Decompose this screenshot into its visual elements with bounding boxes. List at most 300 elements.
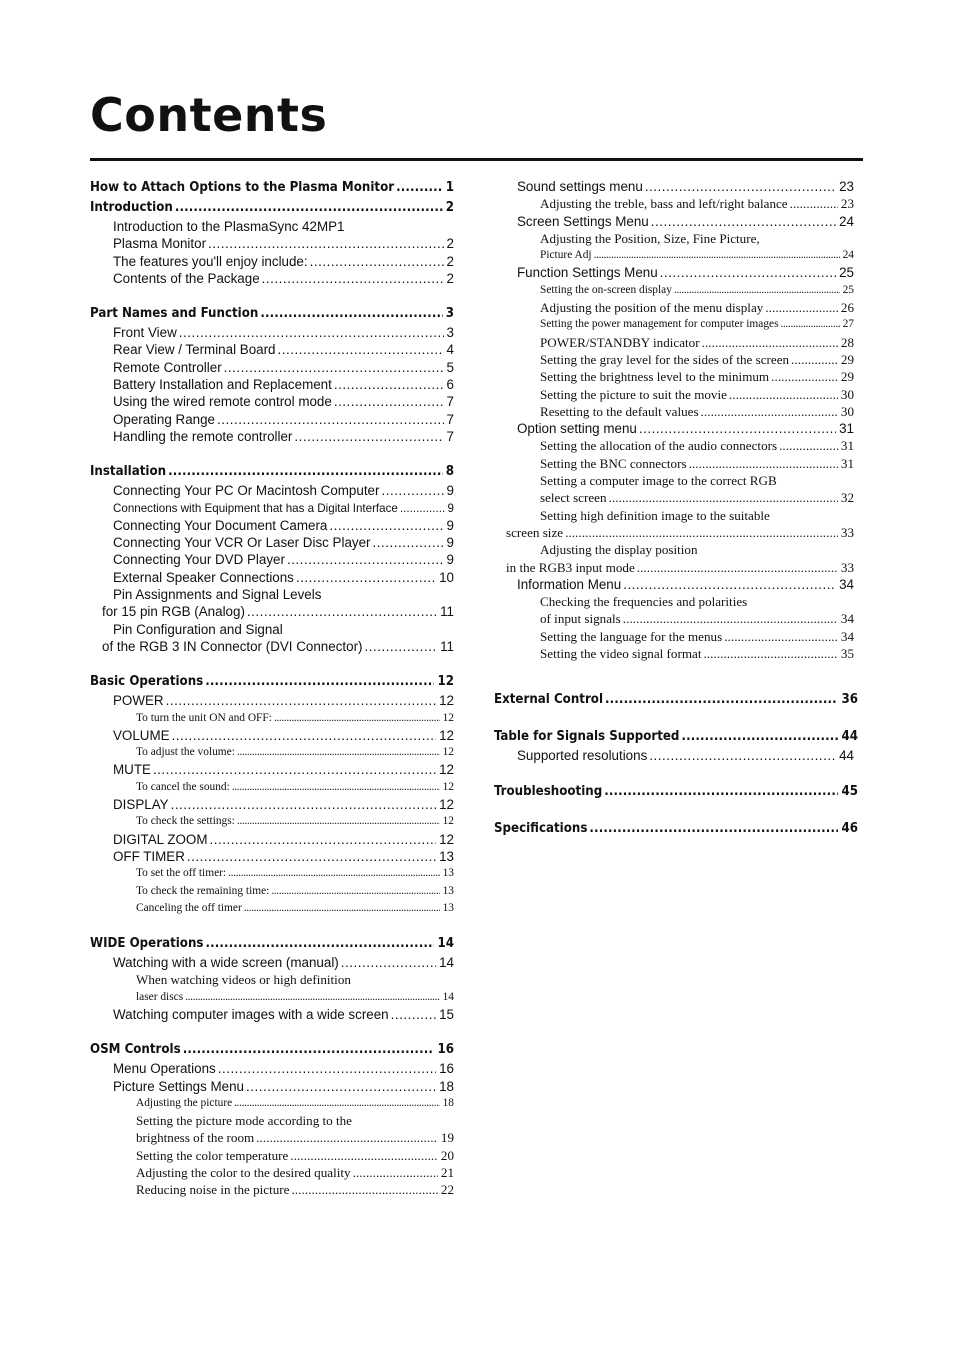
toc-entry[interactable] [90,761,454,778]
toc-entry[interactable] [90,796,454,813]
toc-entry-title: Setting the on-screen display [540,283,672,296]
page-title: Contents [90,88,328,142]
toc-leader-dots [563,524,838,541]
toc-entry[interactable] [494,386,858,403]
toc-entry-title: Menu Operations [113,1061,216,1077]
toc-page-number: 10 [439,569,454,585]
toc-leader-dots [185,848,436,865]
toc-entry-title: for 15 pin RGB (Analog) [102,604,245,620]
toc-page-number: 1 [445,180,454,195]
toc-leader-dots [789,351,838,368]
toc-leader-dots [151,761,436,778]
toc-leader-dots [292,428,443,445]
toc-leader-dots [327,517,443,534]
toc-entry-title: WIDE Operations [90,936,204,952]
toc-page-number: 5 [446,359,454,375]
toc-entry[interactable] [494,316,858,333]
toc-entry[interactable] [494,628,858,645]
toc-entry[interactable] [90,1181,454,1198]
toc-entry-title: Connecting Your PC Or Macintosh Computer [113,483,380,499]
toc-leader-dots [679,727,838,747]
toc-entry-title: Setting the language for the menus [540,628,723,644]
toc-entry[interactable] [494,593,858,610]
toc-entry-title: Remote Controller [113,359,222,375]
toc-entry[interactable] [494,489,858,506]
toc-leader-dots [276,341,444,358]
toc-entry-title: Setting the power management for computer images [540,318,779,331]
toc-entry[interactable] [494,541,858,558]
toc-entry-title: Information Menu [517,576,622,592]
toc-entry-title: Adjusting the position of the menu display [540,300,764,316]
toc-entry-title: Basic Operations [90,674,204,690]
toc-entry-title: MUTE [113,762,151,778]
toc-section-heading[interactable] [90,462,454,482]
toc-entry-title: Handling the remote controller [113,428,293,444]
toc-page-number: 13 [442,901,454,914]
toc-leader-dots [177,324,444,341]
toc-entry-title: laser discs [136,990,184,1003]
toc-page-number: 4 [446,342,454,358]
toc-page-number: 34 [840,628,854,644]
toc-section-heading[interactable] [494,690,858,710]
toc-entry-title: screen size [506,524,564,540]
toc-section-heading[interactable] [494,727,858,747]
toc-entry[interactable] [494,299,858,316]
toc-section-heading[interactable] [90,198,454,218]
toc-entry-title: Picture Settings Menu [113,1078,244,1094]
toc-page-number: 23 [839,179,854,194]
toc-entry[interactable] [90,586,454,603]
toc-entry-title: Setting the brightness level to the minimum [540,369,770,385]
toc-entry[interactable] [494,747,858,764]
toc-page-number: 25 [839,265,854,281]
toc-entry-title: Adjusting the Position, Size, Fine Picture, [540,230,760,246]
toc-page-number: 15 [439,1006,454,1022]
toc-entry-title: Pin Configuration and Signal [113,621,283,637]
toc-leader-dots [592,247,840,264]
toc-entry[interactable] [90,376,454,393]
toc-leader-dots [763,299,838,316]
toc-entry[interactable] [90,551,454,568]
toc-entry-title: Supported resolutions [517,748,648,764]
toc-leader-dots [245,603,437,620]
title-rule [90,158,863,161]
toc-leader-dots [206,235,444,252]
toc-leader-dots [777,437,838,454]
toc-entry[interactable] [90,235,454,252]
toc-entry-title: DISPLAY [113,797,169,813]
toc-leader-dots [788,195,838,212]
toc-leader-dots [722,628,838,645]
toc-entry-title: How to Attach Options to the Plasma Monitor [90,180,395,195]
toc-entry-title: Contents of the Package [113,270,260,286]
toc-entry-title: To set the off timer: [136,867,227,880]
toc-entry-title: DIGITAL ZOOM [113,831,208,847]
toc-page-number: 34 [839,576,854,592]
toc-page-number: 12 [439,797,454,813]
toc-leader-dots [727,386,838,403]
toc-entry-title: Setting the picture to suit the movie [540,386,727,402]
toc-page-number: 21 [440,1165,454,1181]
toc-entry-title: OFF TIMER [113,848,185,864]
toc-page-number: 33 [840,559,854,575]
toc-entry[interactable] [90,534,454,551]
toc-entry[interactable] [494,178,858,195]
toc-entry-title: OSM Controls [90,1042,181,1058]
toc-entry[interactable] [90,1164,454,1181]
toc-entry-title: Screen Settings Menu [517,213,649,229]
toc-page-number: 23 [840,196,854,212]
toc-entry-title: Table for Signals Supported [494,729,680,745]
toc-section-heading[interactable] [90,934,454,954]
toc-page-number: 3 [445,306,454,322]
toc-entry[interactable] [90,779,454,796]
toc-page-number: 20 [440,1147,454,1163]
toc-page-number: 13 [439,848,454,864]
toc-entry[interactable] [90,1112,454,1129]
toc-leader-dots [371,534,444,551]
toc-entry[interactable] [90,218,454,235]
toc-page-number: 33 [840,524,854,540]
toc-entry-title: To cancel the sound: [136,780,230,793]
toc-page-number: 13 [442,884,454,897]
toc-leader-dots [258,304,442,324]
toc-entry[interactable] [494,334,858,351]
toc-entry[interactable] [494,230,858,247]
toc-entry[interactable] [90,971,454,988]
toc-page-number: 31 [840,455,854,471]
toc-entry[interactable] [90,621,454,638]
toc-page-number: 12 [442,780,454,793]
toc-entry-title: Introduction [90,200,173,215]
toc-entry-title: POWER [113,693,164,709]
toc-page-number: 2 [446,253,454,269]
toc-entry[interactable] [90,603,454,620]
toc-leader-dots [394,178,443,198]
toc-entry-title: Plasma Monitor [113,236,207,252]
toc-left-column [90,178,454,1199]
toc-entry[interactable] [90,727,454,744]
toc-entry[interactable] [90,1095,454,1112]
toc-entry[interactable] [90,989,454,1006]
toc-entry-title: Adjusting the display position [540,542,698,558]
toc-entry[interactable] [494,247,858,264]
toc-leader-dots [607,489,838,506]
toc-entry[interactable] [90,393,454,410]
toc-entry[interactable] [494,576,858,593]
toc-page-number: 32 [840,490,854,506]
toc-leader-dots [169,796,437,813]
toc-entry-title: Setting the video signal format [540,646,702,662]
toc-entry[interactable] [494,264,858,281]
toc-entry[interactable] [494,645,858,662]
toc-entry-title: External Control [494,692,604,708]
toc-leader-dots [226,865,440,882]
toc-leader-dots [672,282,840,299]
toc-leader-dots [332,376,444,393]
toc-entry[interactable] [494,610,858,627]
toc-page-number: 31 [840,438,854,454]
toc-entry[interactable] [90,411,454,428]
toc-page-number: 30 [840,386,854,402]
toc-entry-title: Setting the color temperature [136,1147,289,1163]
toc-entry[interactable] [90,253,454,270]
toc-section-heading[interactable] [494,782,858,802]
toc-entry-title: of the RGB 3 IN Connector (DVI Connector) [102,638,363,654]
toc-page-number: 34 [840,611,854,627]
toc-entry[interactable] [494,472,858,489]
toc-entry-title: Rear View / Terminal Board [113,342,276,358]
toc-leader-dots [339,954,436,971]
toc-entry[interactable] [90,500,454,517]
toc-page-number: 24 [842,249,854,262]
toc-leader-dots [769,368,838,385]
toc-leader-dots [207,831,436,848]
toc-leader-dots [602,782,838,802]
toc-leader-dots [701,645,837,662]
toc-entry[interactable] [90,324,454,341]
toc-entry-title: Installation [90,464,167,480]
toc-leader-dots [232,1095,439,1112]
toc-leader-dots [389,1006,436,1023]
toc-leader-dots [362,638,437,655]
toc-page-number: 16 [437,1042,454,1058]
toc-page-number: 9 [446,517,454,533]
toc-leader-dots [649,213,836,230]
toc-page-number: 12 [442,815,454,828]
toc-page-number: 22 [440,1182,454,1198]
toc-page-number: 29 [840,351,854,367]
toc-page-number: 7 [446,428,454,444]
toc-entry-title: Picture Adj [540,249,592,262]
toc-leader-dots [398,500,445,517]
toc-entry[interactable] [90,710,454,727]
toc-page-number: 28 [840,334,854,350]
toc-leader-dots [164,692,437,709]
toc-entry[interactable] [494,368,858,385]
toc-leader-dots [700,334,838,351]
toc-section-heading[interactable] [90,304,454,324]
toc-page-number: 11 [440,604,454,620]
toc-leader-dots [222,359,444,376]
toc-entry[interactable] [90,1006,454,1023]
toc-entry[interactable] [90,517,454,534]
toc-leader-dots [230,779,440,796]
toc-entry[interactable] [90,1129,454,1146]
toc-page-number: 26 [840,300,854,316]
toc-page-number: 45 [841,783,858,799]
toc-page-number: 14 [437,936,454,952]
toc-entry-title: Resetting to the default values [540,403,699,419]
toc-entry-title: The features you'll enjoy include: [113,253,308,269]
toc-entry-title: To adjust the volume: [136,746,235,759]
toc-entry-title: Pin Assignments and Signal Levels [113,587,322,603]
toc-entry[interactable] [90,954,454,971]
toc-page-number: 25 [842,283,854,296]
toc-entry-title: Battery Installation and Replacement [113,377,332,393]
toc-entry[interactable] [90,692,454,709]
toc-leader-dots [235,813,440,830]
toc-page-number: 24 [839,213,854,229]
toc-entry-title: Watching computer images with a wide screen [113,1006,389,1022]
toc-entry-title: Checking the frequencies and polarities [540,594,748,610]
toc-page-number: 12 [439,727,454,743]
toc-page-number: 30 [840,403,854,419]
toc-page-number: 9 [446,535,454,551]
toc-leader-dots [647,747,836,764]
toc-leader-dots [289,1181,437,1198]
toc-leader-dots [215,411,444,428]
toc-entry-title: Adjusting the picture [136,1096,233,1109]
toc-entry[interactable] [90,831,454,848]
toc-entry[interactable] [494,282,858,299]
toc-entry[interactable] [494,351,858,368]
toc-entry-title: Setting a computer image to the correct RGB [540,473,777,489]
toc-page-number: 14 [439,955,454,971]
toc-entry-title: Adjusting the color to the desired quality [136,1165,351,1181]
toc-entry[interactable] [494,420,858,437]
toc-leader-dots [779,316,840,333]
toc-entry[interactable] [90,1078,454,1095]
toc-entry-title: Introduction to the PlasmaSync 42MP1 [113,219,345,234]
toc-page-number: 12 [439,693,454,709]
toc-page-number: 2 [445,200,454,215]
toc-entry[interactable] [494,403,858,420]
toc-entry-title: Setting high definition image to the suitable [540,507,770,523]
toc-entry-title: Setting the BNC connectors [540,455,687,471]
toc-entry[interactable] [90,1060,454,1077]
toc-entry-title: select screen [540,490,607,506]
toc-page-number: 2 [446,236,454,252]
toc-entry[interactable] [494,559,858,576]
toc-section-heading[interactable] [494,819,858,839]
toc-entry[interactable] [494,524,858,541]
toc-leader-dots [260,270,444,287]
toc-leader-dots [587,819,838,839]
toc-entry-title: Function Settings Menu [517,265,658,281]
toc-entry-title: Operating Range [113,411,215,427]
toc-right-column [494,178,858,839]
toc-page-number: 19 [440,1130,454,1146]
toc-entry[interactable] [494,455,858,472]
toc-section-heading[interactable] [90,178,454,198]
toc-entry[interactable] [494,195,858,212]
toc-entry[interactable] [90,270,454,287]
toc-entry[interactable] [90,865,454,882]
toc-page-number: 35 [840,646,854,662]
toc-entry-title: Specifications [494,820,588,836]
toc-leader-dots [288,1147,438,1164]
toc-leader-dots [643,178,836,195]
toc-leader-dots [254,1129,438,1146]
toc-entry-title: VOLUME [113,727,170,743]
toc-leader-dots [272,710,440,727]
toc-entry-title: Option setting menu [517,421,637,437]
toc-entry-title: Watching with a wide screen (manual) [113,955,339,971]
toc-entry-title: Setting the gray level for the sides of the screen [540,351,790,367]
toc-page-number: 12 [442,711,454,724]
toc-entry[interactable] [90,744,454,761]
toc-entry-title: Reducing noise in the picture [136,1182,290,1198]
toc-entry[interactable] [90,428,454,445]
toc-entry[interactable] [494,213,858,230]
toc-leader-dots [637,420,836,437]
toc-entry-title: When watching videos or high definition [136,972,351,988]
toc-leader-dots [621,610,838,627]
toc-leader-dots [183,989,439,1006]
toc-entry-title: To check the settings: [136,815,235,828]
toc-entry[interactable] [90,359,454,376]
toc-page-number: 27 [842,318,854,331]
toc-entry[interactable] [494,437,858,454]
toc-section-heading[interactable] [90,1040,454,1060]
toc-page-number: 2 [446,270,454,286]
toc-entry-title: POWER/STANDBY indicator [540,334,700,350]
toc-entry[interactable] [494,507,858,524]
toc-entry-title: Connecting Your VCR Or Laser Disc Player [113,535,371,551]
toc-page-number: 36 [841,692,858,708]
toc-entry[interactable] [90,813,454,830]
toc-leader-dots [379,482,443,499]
toc-entry-title: Canceling the off timer [136,901,242,914]
toc-leader-dots [635,559,838,576]
toc-page-number: 12 [442,746,454,759]
toc-page-number: 9 [446,483,454,499]
toc-page-number: 44 [841,729,858,745]
toc-entry-title: Using the wired remote control mode [113,394,332,410]
toc-page-number: 7 [446,394,454,410]
toc-entry[interactable] [90,900,454,917]
toc-entry-title: Setting the allocation of the audio connectors [540,438,778,454]
toc-leader-dots [351,1164,438,1181]
toc-leader-dots [699,403,838,420]
toc-entry-title: of input signals [540,611,621,627]
toc-entry-title: Adjusting the treble, bass and left/right balance [540,196,788,212]
toc-entry[interactable] [90,341,454,358]
toc-page-number: 18 [442,1096,454,1109]
toc-entry-title: Sound settings menu [517,179,643,194]
toc-leader-dots [203,934,434,954]
toc-leader-dots [687,455,838,472]
toc-page-number: 31 [839,421,854,437]
toc-page-number: 13 [442,867,454,880]
toc-page-number: 8 [445,464,454,480]
toc-leader-dots [285,551,444,568]
toc-entry-title: Connections with Equipment that has a Digital Interface [113,501,398,515]
toc-page-number: 11 [440,638,454,654]
toc-entry[interactable] [90,569,454,586]
toc-leader-dots [658,264,836,281]
toc-section-heading[interactable] [90,672,454,692]
toc-entry[interactable] [90,638,454,655]
toc-page-number: 9 [446,552,454,568]
toc-page-number: 46 [841,820,858,836]
toc-entry-title: Connecting Your Document Camera [113,517,328,533]
toc-leader-dots [203,672,434,692]
toc-page-number: 12 [437,674,454,690]
toc-page-number: 3 [446,325,454,341]
toc-entry[interactable] [90,1147,454,1164]
toc-entry[interactable] [90,883,454,900]
toc-entry[interactable] [90,482,454,499]
toc-page-number: 12 [439,762,454,778]
toc-entry-title: in the RGB3 input mode [506,559,635,575]
toc-leader-dots [181,1040,435,1060]
toc-entry[interactable] [90,848,454,865]
toc-page-number: 9 [447,501,454,515]
toc-entry-title: To check the remaining time: [136,884,270,897]
toc-entry-title: Part Names and Function [90,306,259,322]
